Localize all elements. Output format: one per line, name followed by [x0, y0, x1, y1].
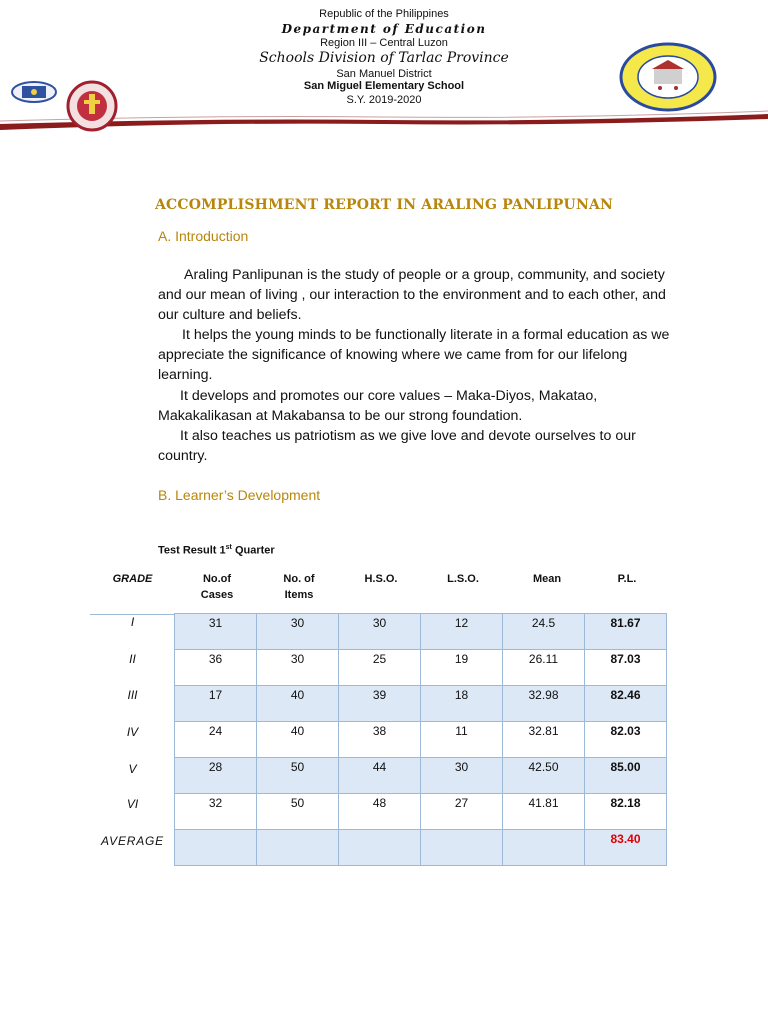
paragraph-3-text: It develops and promotes our core values – Maka-Diyos, Makatao, Makakalikasan at Makabansa to be our strong foundation. — [158, 388, 598, 424]
table-row — [175, 614, 667, 650]
average-label: AVERAGE — [101, 834, 164, 848]
table-row — [175, 794, 667, 830]
cell-mean: 26.11 — [503, 650, 585, 686]
grade-label: IV — [126, 725, 139, 739]
header-items-line1: No. of — [283, 573, 315, 585]
header-cases-line2: Cases — [200, 589, 234, 601]
school-seal-logo — [618, 42, 718, 112]
department-line: Department of Education — [281, 22, 487, 36]
table-row — [175, 650, 667, 686]
test-result-table — [174, 613, 667, 866]
cell-items: 40 — [257, 722, 339, 758]
table-row — [175, 722, 667, 758]
cell-empty — [503, 830, 585, 866]
cell-hso: 39 — [339, 686, 421, 722]
table-caption — [158, 544, 275, 557]
paragraph-2-text: It helps the young minds to be functionally literate in a formal education as we appreciate the significance of knowing where we came from for our lifelong learning. — [158, 327, 670, 383]
header-cases-line1: No.of — [202, 573, 232, 585]
cell-items: 50 — [257, 758, 339, 794]
cell-lso: 27 — [421, 794, 503, 830]
cell-average-pl: 83.40 — [585, 830, 667, 866]
cell-empty — [175, 830, 257, 866]
paragraph-2 — [158, 325, 678, 385]
header-hso: H.S.O. — [364, 573, 398, 585]
cell-pl: 85.00 — [585, 758, 667, 794]
grade-label: II — [129, 652, 136, 666]
grade-label: V — [128, 762, 137, 776]
school-year-line: S.Y. 2019-2020 — [346, 94, 422, 106]
cell-cases: 24 — [175, 722, 257, 758]
cell-lso: 18 — [421, 686, 503, 722]
cell-cases: 28 — [175, 758, 257, 794]
report-title: ACCOMPLISHMENT REPORT IN ARALING PANLIPUNAN — [154, 197, 613, 213]
grade-label: VI — [126, 797, 139, 811]
cell-lso: 30 — [421, 758, 503, 794]
header-items — [258, 571, 340, 603]
district-line: San Manuel District — [336, 68, 432, 80]
deped-seals-logo — [10, 76, 120, 132]
cell-items: 40 — [257, 686, 339, 722]
cell-mean: 32.81 — [503, 722, 585, 758]
paragraph-3 — [158, 386, 678, 426]
table-row-average — [175, 830, 667, 866]
cell-pl: 87.03 — [585, 650, 667, 686]
cell-hso: 44 — [339, 758, 421, 794]
school-line: San Miguel Elementary School — [303, 80, 465, 92]
cell-hso: 30 — [339, 614, 421, 650]
cell-pl: 82.03 — [585, 722, 667, 758]
table-row — [175, 758, 667, 794]
cell-items: 30 — [257, 614, 339, 650]
cell-hso: 38 — [339, 722, 421, 758]
cell-mean: 32.98 — [503, 686, 585, 722]
paragraph-4-text: It also teaches us patriotism as we give love and devote ourselves to our country. — [158, 428, 636, 464]
republic-line: Republic of the Philippines — [319, 8, 449, 20]
cell-empty — [421, 830, 503, 866]
cell-pl: 81.67 — [585, 614, 667, 650]
school-seal-graphic — [618, 42, 718, 112]
cell-hso: 48 — [339, 794, 421, 830]
cell-mean: 24.5 — [503, 614, 585, 650]
table-caption-sup: st — [225, 544, 232, 551]
header-grade: GRADE — [112, 573, 153, 585]
paragraph-1-text: Araling Panlipunan is the study of people or a group, community, and society and our mean of living , our interaction to the environment and to each other, and our culture and beliefs. — [158, 267, 666, 323]
grade-label: III — [127, 688, 138, 702]
cell-pl: 82.46 — [585, 686, 667, 722]
section-b-heading: B. Learner’s Development — [158, 487, 321, 503]
cell-cases: 31 — [175, 614, 257, 650]
cell-items: 30 — [257, 650, 339, 686]
cell-cases: 36 — [175, 650, 257, 686]
cell-lso: 19 — [421, 650, 503, 686]
header-cases — [176, 571, 258, 603]
cell-mean: 41.81 — [503, 794, 585, 830]
cell-hso: 25 — [339, 650, 421, 686]
cell-cases: 17 — [175, 686, 257, 722]
header-items-line2: Items — [284, 589, 314, 601]
header-pl: P.L. — [617, 573, 637, 585]
cell-empty — [339, 830, 421, 866]
cell-lso: 11 — [421, 722, 503, 758]
cell-mean: 42.50 — [503, 758, 585, 794]
header-lso: L.S.O. — [447, 573, 479, 585]
paragraph-1 — [158, 265, 678, 325]
cell-lso: 12 — [421, 614, 503, 650]
table-row — [175, 686, 667, 722]
cell-pl: 82.18 — [585, 794, 667, 830]
header-mean: Mean — [532, 573, 562, 585]
table-caption-post: Quarter — [231, 544, 275, 557]
section-a-heading: A. Introduction — [158, 228, 249, 244]
division-line: Schools Division of Tarlac Province — [259, 50, 509, 66]
cell-cases: 32 — [175, 794, 257, 830]
cell-empty — [257, 830, 339, 866]
region-line: Region III – Central Luzon — [320, 37, 448, 49]
paragraph-4 — [158, 426, 678, 466]
grade-label: I — [130, 615, 135, 629]
table-caption-main: Test Result 1 — [158, 544, 226, 557]
cell-items: 50 — [257, 794, 339, 830]
